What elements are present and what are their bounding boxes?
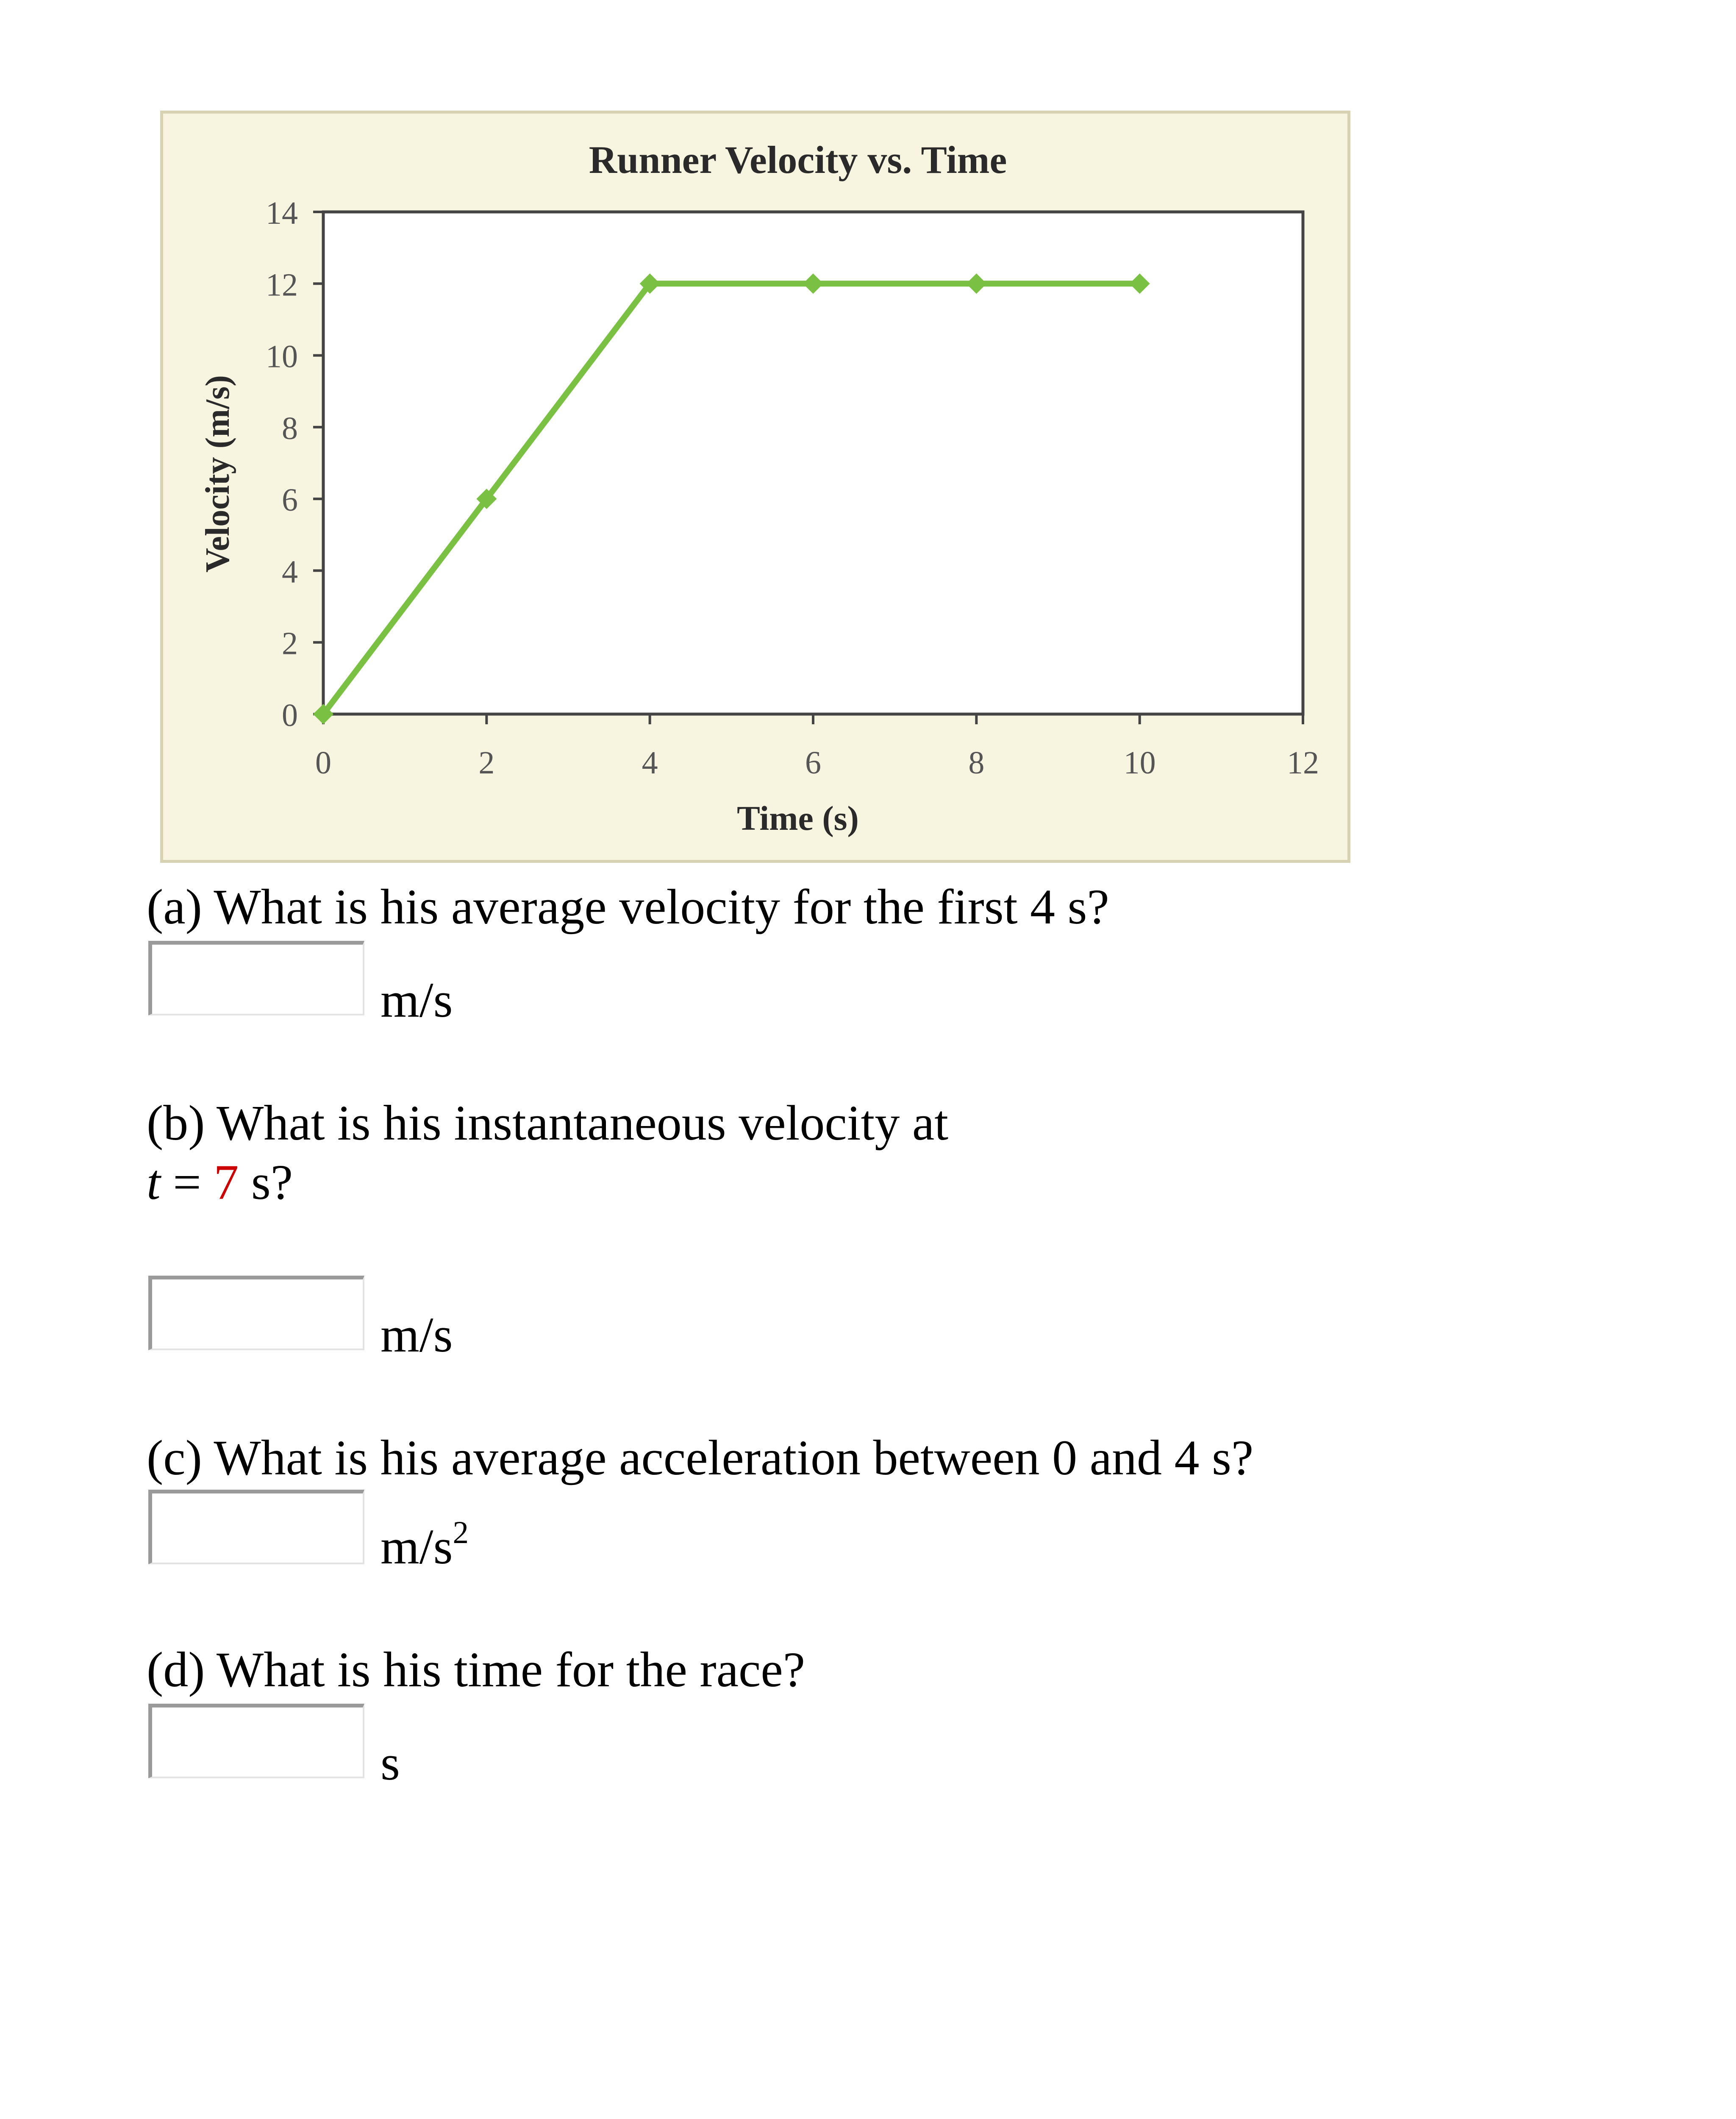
- unit-c-exponent: 2: [453, 1515, 469, 1550]
- x-tick-label-6: 6: [805, 745, 821, 781]
- velocity-time-chart: [163, 114, 1347, 860]
- time-variable: t: [147, 1154, 161, 1210]
- y-tick-label-8: 8: [282, 410, 298, 446]
- question-c-text: (c) What is his average acceleration between 0 and 4 s?: [147, 1430, 1254, 1485]
- equals-sign: =: [160, 1154, 214, 1210]
- answer-b-input[interactable]: [148, 1276, 364, 1350]
- y-tick-label-0: 0: [282, 698, 298, 733]
- x-tick-label-8: 8: [968, 745, 985, 781]
- y-tick-label-10: 10: [266, 339, 298, 375]
- chart-title: Runner Velocity vs. Time: [589, 138, 1007, 181]
- time-value: 7: [214, 1154, 239, 1210]
- unit-d: s: [381, 1735, 400, 1791]
- unit-c-base: m/s: [381, 1519, 453, 1574]
- x-tick-label-2: 2: [478, 745, 495, 781]
- question-a-text: (a) What is his average velocity for the first 4 s?: [147, 879, 1109, 934]
- answer-c-input[interactable]: [148, 1490, 364, 1564]
- answer-d-input[interactable]: [148, 1704, 364, 1778]
- y-tick-label-2: 2: [282, 626, 298, 662]
- chart-panel: [160, 111, 1350, 863]
- x-axis-label: Time (s): [737, 799, 859, 837]
- question-b-text: (b) What is his instantaneous velocity at: [147, 1095, 948, 1151]
- unit-c: [381, 1517, 469, 1577]
- unit-a: m/s: [381, 972, 453, 1028]
- time-unit: s?: [239, 1154, 293, 1210]
- x-tick-label-12: 12: [1287, 745, 1319, 781]
- answer-a-input[interactable]: [148, 941, 364, 1015]
- y-tick-label-4: 4: [282, 554, 298, 590]
- x-tick-label-0: 0: [315, 745, 331, 781]
- x-tick-label-4: 4: [642, 745, 658, 781]
- question-b-time: [147, 1153, 293, 1212]
- y-tick-label-12: 12: [266, 267, 298, 303]
- unit-b: m/s: [381, 1307, 453, 1363]
- x-tick-label-10: 10: [1123, 745, 1156, 781]
- y-axis-label: Velocity (m/s): [199, 375, 236, 573]
- y-tick-label-14: 14: [266, 195, 298, 231]
- y-tick-label-6: 6: [282, 482, 298, 518]
- question-d-text: (d) What is his time for the race?: [147, 1642, 806, 1697]
